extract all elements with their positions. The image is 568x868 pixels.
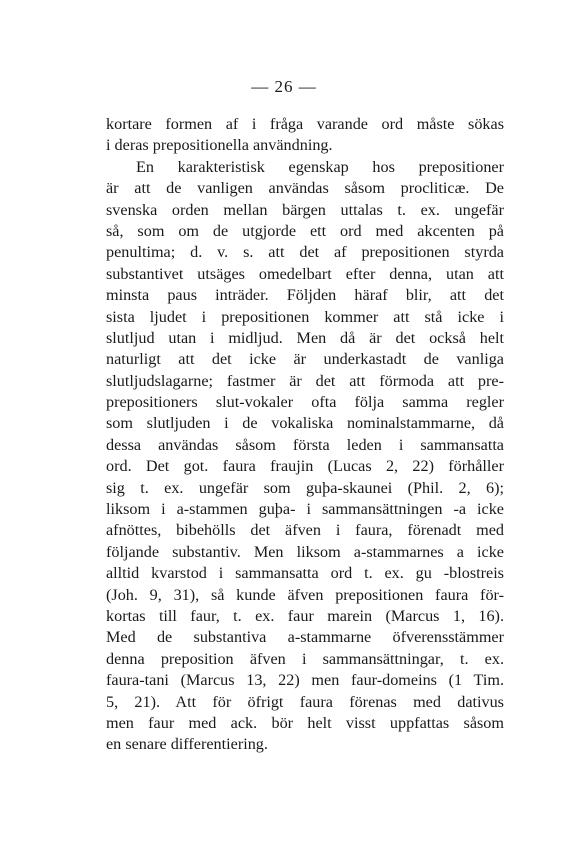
text-line: sig t. ex. ungefär som guþa-skaunei (Phil. 2, 6); (106, 478, 504, 497)
text-line: är att de vanligen användas såsom procliticæ. De (106, 179, 504, 198)
text-line: som slutljuden i de vokaliska nominalstammarne, då (106, 414, 504, 433)
text-line: i deras prepositionella användning. (106, 136, 333, 155)
text-line: dessa användas såsom första leden i sammansatta (106, 435, 504, 454)
page-number: — 26 — (251, 77, 317, 96)
text-line: Med de substantiva a-stammarne öfverensstämmer (106, 628, 504, 647)
text-line: afnöttes, bibehölls det äfven i faura, förenadt med (106, 521, 504, 540)
text-line: följande substantiv. Men liksom a-stammarnes a icke (106, 542, 504, 561)
text-line: slutljud utan i midljud. Men då är det också helt (106, 328, 504, 347)
text-line: så, som om de utgjorde ett ord med akcenten på (106, 221, 504, 240)
text-line: En karakteristisk egenskap hos prepositioner (136, 157, 504, 176)
text-line: 5, 21). Att för öfrigt faura förenas med dativus (106, 692, 504, 711)
text-line: men faur med ack. bör helt visst uppfattas såsom (106, 713, 504, 732)
text-line: denna preposition äfven i sammansättningar, t. ex. (106, 649, 504, 668)
text-line: svenska orden mellan bärgen uttalas t. ex. ungefär (106, 200, 504, 219)
text-line: faura-tani (Marcus 13, 22) men faur-domeins (1 Tim. (106, 671, 504, 690)
text-line: en senare differentiering. (106, 735, 268, 754)
text-line: slutljudslagarne; fastmer är det att förmoda att pre- (106, 371, 504, 390)
text-line: ord. Det got. faura fraujin (Lucas 2, 22) förhåller (106, 457, 504, 476)
body-text (106, 114, 504, 756)
text-line: minsta paus inträder. Följden häraf blir, att det (106, 286, 504, 305)
text-line: kortare formen af i fråga varande ord måste sökas (106, 115, 504, 133)
text-line: kortas till faur, t. ex. faur marein (Marcus 1, 16). (106, 606, 504, 625)
text-line: substantivet utsäges omedelbart efter denna, utan att (106, 264, 504, 283)
text-line: liksom i a-stammen guþa- i sammansättningen -a icke (106, 500, 504, 519)
text-line: penultima; d. v. s. att det af prepositionen styrda (106, 243, 504, 262)
text-line: prepositioners slut-vokaler ofta följa samma regler (106, 393, 504, 412)
text-line: (Joh. 9, 31), så kunde äfven prepositionen faura för- (106, 585, 504, 604)
text-line: alltid kvarstod i sammansatta ord t. ex. gu -blostreis (106, 564, 504, 583)
text-line: naturligt att det icke är underkastadt de vanliga (106, 350, 504, 369)
text-line: sista ljudet i prepositionen kommer att stå icke i (106, 307, 504, 326)
